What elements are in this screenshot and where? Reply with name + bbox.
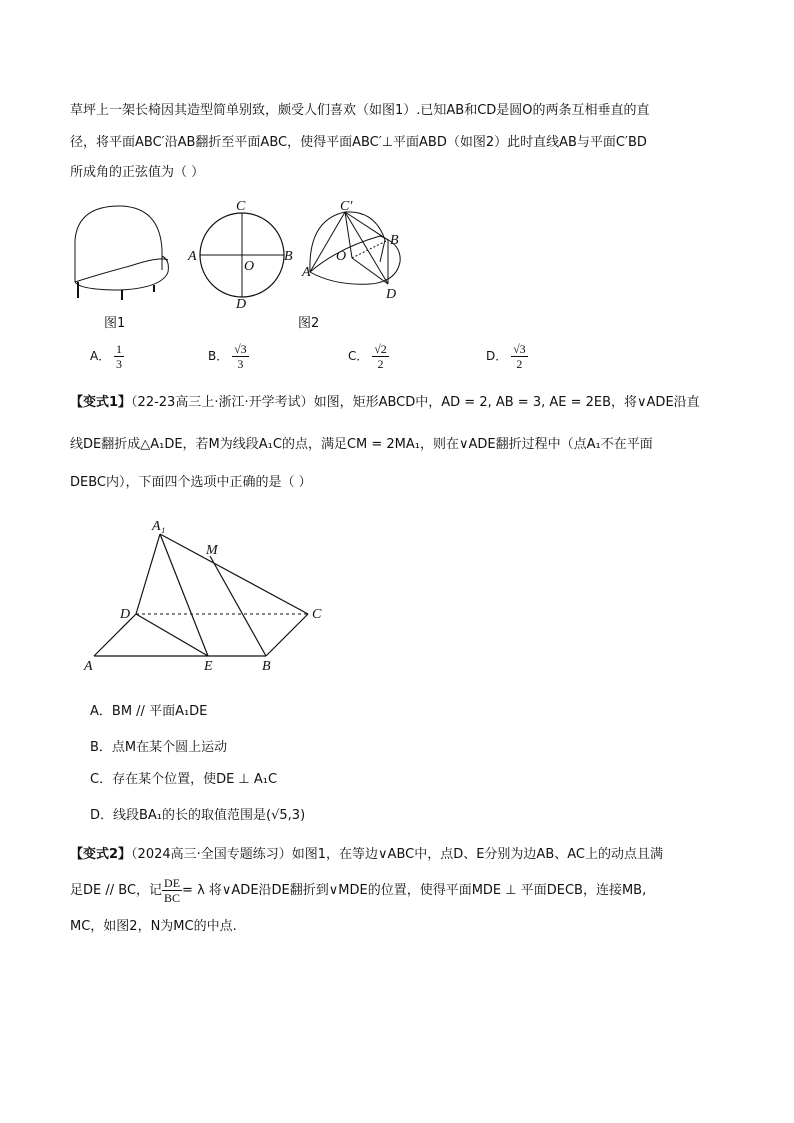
variant1-line-3: DEBC内），下面四个选项中正确的是（ ）: [70, 475, 312, 490]
fig2-label-d: D: [386, 287, 397, 302]
circle-label-o: O: [244, 259, 255, 274]
figure-row-1: [70, 200, 450, 310]
fig2-label-c1: C′: [340, 200, 353, 214]
option-a: [90, 342, 124, 371]
problem-line-3: 所成角的正弦值为（ ）: [70, 165, 205, 180]
fig2-label-a: A: [302, 265, 311, 280]
label-d: D: [120, 607, 131, 622]
problem-line-1: 草坪上一架长椅因其造型简单别致，颇受人们喜欢（如图1）.已知AB和CD是圆O的两条互相垂直的直: [70, 103, 650, 118]
variant1-line-1: [70, 386, 730, 420]
circle-label-d: D: [236, 297, 247, 310]
variant2-line-3: MC，如图2，N为MC的中点.: [70, 919, 237, 934]
label-m: M: [206, 543, 218, 558]
variant1-figure: [80, 512, 340, 672]
option-c-fraction: $\frac{√2}{2}$: [374, 342, 387, 371]
problem-line-2: 径，将平面ABC′沿AB翻折至平面ABC，使得平面ABC′⊥平面ABD（如图2）此时直线AB与平面C′BD: [70, 135, 647, 150]
fig1-caption: 图1: [104, 316, 126, 331]
circle-label-a: A: [188, 249, 197, 264]
fig2-caption: 图2: [298, 316, 320, 331]
variant1-option-c: C．存在某个位置，使DE ⊥ A₁C: [90, 772, 278, 787]
variant1-text-1: （22-23高三上·浙江·开学考试）如图，矩形ABCD中，AD = 2, AB = 3, AE = 2EB，将∨ADE沿直: [131, 395, 700, 410]
label-a: A: [84, 659, 93, 672]
variant1-option-b: B．点M在某个圆上运动: [90, 740, 228, 755]
chair-figure: [75, 206, 168, 300]
option-d-fraction: $\frac{√3}{2}$: [513, 342, 526, 371]
fig2-label-b: B: [390, 233, 399, 248]
option-a-label: A．: [90, 349, 111, 363]
option-d: [486, 342, 528, 371]
option-a-fraction: $\frac{1}{3}$: [116, 342, 123, 371]
variant2-text-1: （2024高三·全国专题练习）如图1，在等边∨ABC中，点D、E分别为边AB、AC上的动点且满: [131, 847, 663, 862]
label-a1: A₁: [152, 519, 166, 534]
circle-figure: [187, 200, 293, 310]
fig2-label-o: O: [336, 249, 347, 264]
option-b: [208, 342, 249, 371]
label-e: E: [204, 659, 213, 672]
variant2-line-2: 足DE // BC，记 $\frac{DE}{BC}$ = λ 将∨ADE沿DE翻折到∨MDE的位置，使得平面MDE ⊥ 平面DECB，连接MB,: [70, 876, 647, 905]
folded-figure: [301, 200, 400, 302]
variant2-line-1: [70, 840, 730, 870]
circle-label-b: B: [284, 249, 293, 264]
option-d-label: D．: [486, 349, 508, 363]
label-c: C: [312, 607, 322, 622]
option-b-label: B．: [208, 349, 229, 363]
variant2-fraction: $\frac{DE}{BC}$: [164, 876, 181, 905]
option-b-fraction: $\frac{√3}{3}$: [234, 342, 247, 371]
variant1-tag: 【变式1】: [70, 395, 132, 410]
variant1-line-2: 线DE翻折成△A₁DE，若M为线段A₁C的点，满足CM = 2MA₁，则在∨ADE翻折过程中（点A₁不在平面: [70, 437, 653, 452]
variant1-option-d: D．线段BA₁的长的取值范围是(√5,3): [90, 808, 306, 823]
option-c-label: C．: [348, 349, 369, 363]
variant1-option-a: A．BM // 平面A₁DE: [90, 704, 208, 719]
circle-label-c: C: [236, 200, 246, 214]
variant2-tag: 【变式2】: [70, 847, 132, 862]
option-c: [348, 342, 389, 371]
label-b: B: [262, 659, 271, 672]
